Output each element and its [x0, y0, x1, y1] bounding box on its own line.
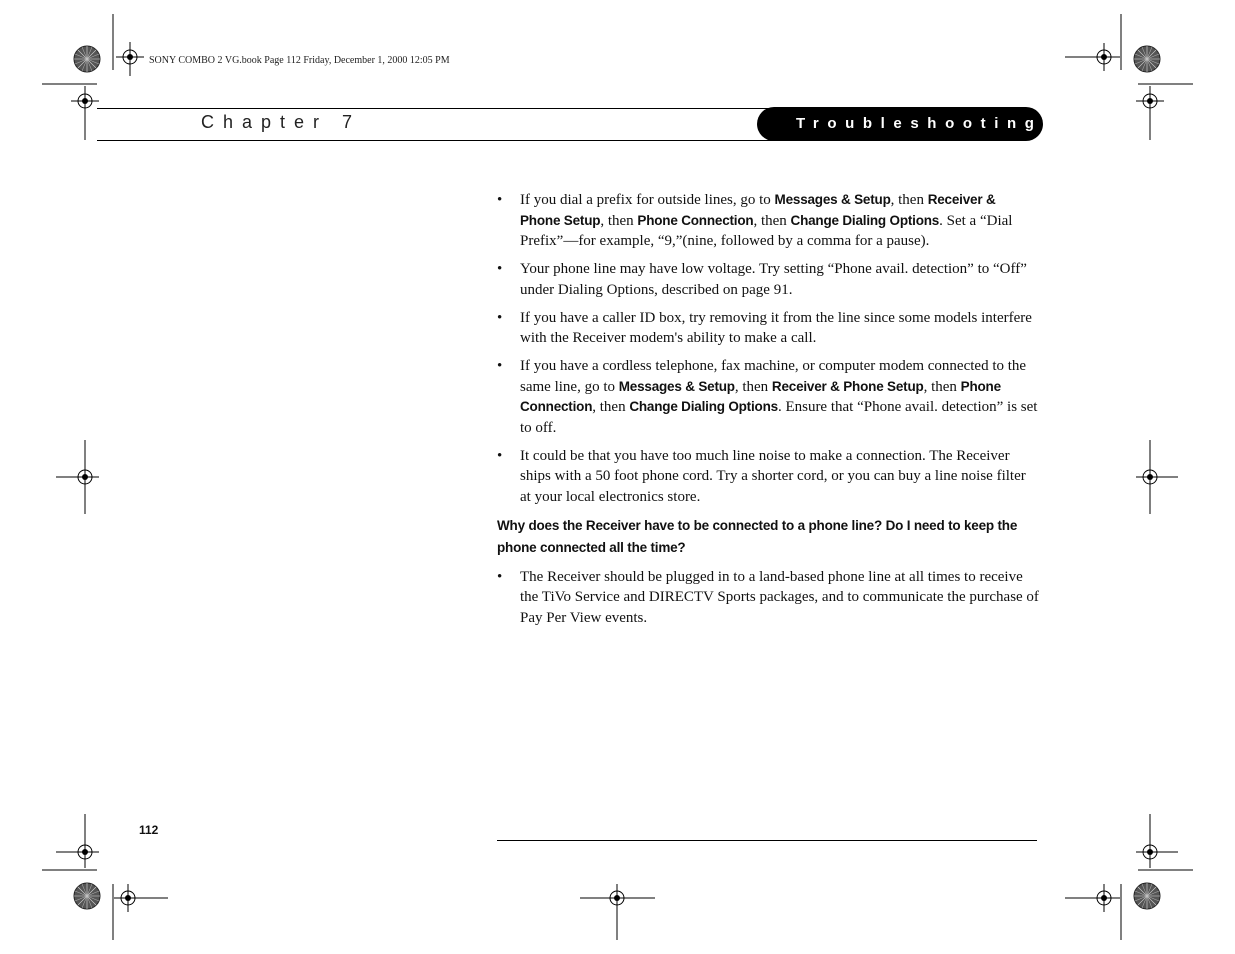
header-rule-top: [97, 108, 777, 109]
list-item: [497, 567, 1039, 629]
body-text: . Ensure that “Phone avail. detection” is set to off.: [520, 399, 1038, 436]
bullet-glyph: •: [497, 568, 503, 585]
header-rule-bottom: [97, 140, 777, 141]
menu-path-label: Receiver & Phone Setup: [520, 192, 996, 228]
menu-path-label: Phone Connection: [637, 212, 754, 228]
bullet-glyph: •: [497, 261, 503, 277]
body-text: If you have a cordless telephone, fax machine, or computer modem connected to the same line, go to: [520, 358, 1027, 395]
bullet-list-top: [497, 190, 1039, 507]
main-content: [497, 190, 1039, 636]
list-item: [497, 356, 1039, 438]
body-text: If you dial a prefix for outside lines, go to: [520, 192, 775, 208]
body-text: . Set a “Dial Prefix”—for example, “9,”(nine, followed by a comma for a pause).: [520, 212, 1013, 249]
body-text: , then: [600, 212, 638, 229]
body-text: It could be that you have too much line noise to make a connection. The Receiver ships with a 50 foot phone cord. Try a shorter cord, or you can buy a line noise filter at your local electronics store.: [520, 447, 1026, 505]
list-item: [497, 259, 1039, 300]
body-text: , then: [734, 378, 772, 395]
bullet-list-bottom: [497, 567, 1039, 629]
question-heading: Why does the Receiver have to be connected to a phone line? Do I need to keep the phone connected all the time?: [497, 517, 1018, 555]
page-number: 112: [139, 823, 159, 837]
body-text: If you have a caller ID box, try removing it from the line since some models interfere with the Receiver modem's ability to make a call.: [520, 309, 1032, 346]
body-text: , then: [753, 212, 791, 229]
book-info-header: SONY COMBO 2 VG.book Page 112 Friday, December 1, 2000 12:05 PM: [149, 55, 450, 66]
list-item: [497, 308, 1039, 349]
body-text: , then: [923, 378, 961, 395]
body-text: The Receiver should be plugged in to a land-based phone line at all times to receive the TiVo Service and DIRECTV Sports packages, and to communicate the purchase of Pay Per View events.: [520, 568, 1039, 626]
menu-path-label: Phone Connection: [520, 378, 1001, 414]
menu-path-label: Messages & Setup: [618, 378, 735, 394]
bullet-glyph: •: [497, 192, 503, 208]
section-title-pill: Troubleshooting: [757, 107, 1043, 141]
menu-path-label: Messages & Setup: [774, 192, 891, 207]
bullet-glyph: •: [497, 447, 503, 464]
body-text: , then: [890, 192, 928, 208]
body-text: , then: [592, 399, 630, 415]
list-item: [497, 446, 1039, 508]
menu-path-label: Change Dialing Options: [629, 399, 778, 414]
footer-rule: [497, 840, 1037, 841]
menu-path-label: Receiver & Phone Setup: [771, 378, 924, 394]
body-text: Your phone line may have low voltage. Try setting “Phone avail. detection” to “Off” under Dialing Options, described on page 91.: [520, 261, 1027, 298]
bullet-glyph: •: [497, 309, 503, 326]
chapter-label: Chapter 7: [201, 112, 362, 132]
menu-path-label: Change Dialing Options: [790, 212, 940, 228]
bullet-glyph: •: [497, 358, 503, 374]
list-item: [497, 190, 1039, 252]
